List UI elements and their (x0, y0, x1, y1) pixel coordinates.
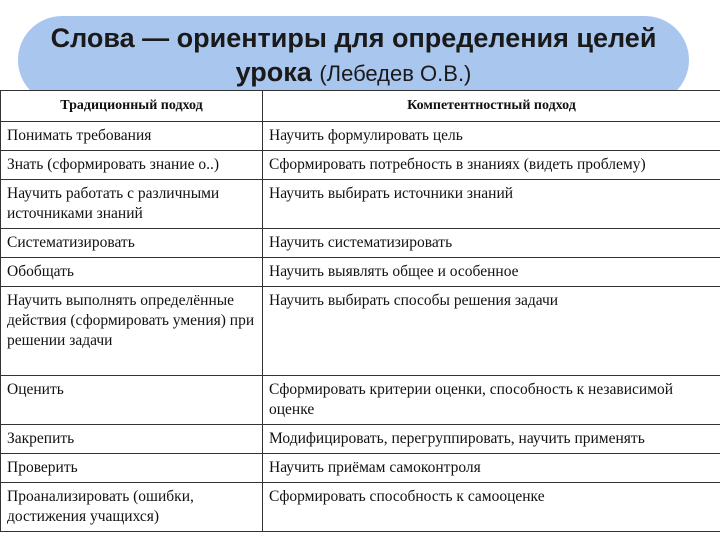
cell-traditional: Проверить (1, 454, 263, 483)
title-line-1: Слова — ориентиры для определения целей (50, 23, 657, 53)
table-row (1, 376, 720, 425)
header-competence: Компетентностный подход (263, 91, 720, 122)
cell-competence: Модифицировать, перегруппировать, научить применять (263, 425, 720, 454)
approaches-table (0, 90, 720, 532)
cell-traditional: Научить работать с различными источниками знаний (1, 180, 263, 229)
slide-title (18, 21, 689, 91)
title-author: (Лебедев О.В.) (319, 61, 472, 86)
title-bold-word: урока (235, 57, 312, 87)
title-line-2 (18, 55, 689, 91)
cell-competence: Сформировать потребность в знаниях (видеть проблему) (263, 151, 720, 180)
cell-traditional: Закрепить (1, 425, 263, 454)
table-row (1, 258, 720, 287)
cell-competence: Научить выбирать источники знаний (263, 180, 720, 229)
table-row (1, 425, 720, 454)
cell-traditional: Научить выполнять определённые действия (сформировать умения) при решении задачи (1, 287, 263, 376)
cell-competence: Научить выбирать способы решения задачи (263, 287, 720, 376)
cell-competence: Сформировать критерии оценки, способность к независимой оценке (263, 376, 720, 425)
cell-traditional: Систематизировать (1, 229, 263, 258)
table-row (1, 122, 720, 151)
table-row (1, 483, 720, 532)
cell-traditional: Оценить (1, 376, 263, 425)
table-header-row (1, 91, 720, 122)
cell-traditional: Понимать требования (1, 122, 263, 151)
table-row (1, 454, 720, 483)
cell-traditional: Знать (сформировать знание о..) (1, 151, 263, 180)
cell-competence: Научить формулировать цель (263, 122, 720, 151)
cell-competence: Научить приёмам самоконтроля (263, 454, 720, 483)
table-row (1, 151, 720, 180)
cell-competence: Сформировать способность к самооценке (263, 483, 720, 532)
header-traditional: Традиционный подход (1, 91, 263, 122)
cell-competence: Научить выявлять общее и особенное (263, 258, 720, 287)
cell-competence: Научить систематизировать (263, 229, 720, 258)
table-row (1, 287, 720, 376)
cell-traditional: Обобщать (1, 258, 263, 287)
cell-traditional: Проанализировать (ошибки, достижения учащихся) (1, 483, 263, 532)
table-row (1, 180, 720, 229)
table-row (1, 229, 720, 258)
